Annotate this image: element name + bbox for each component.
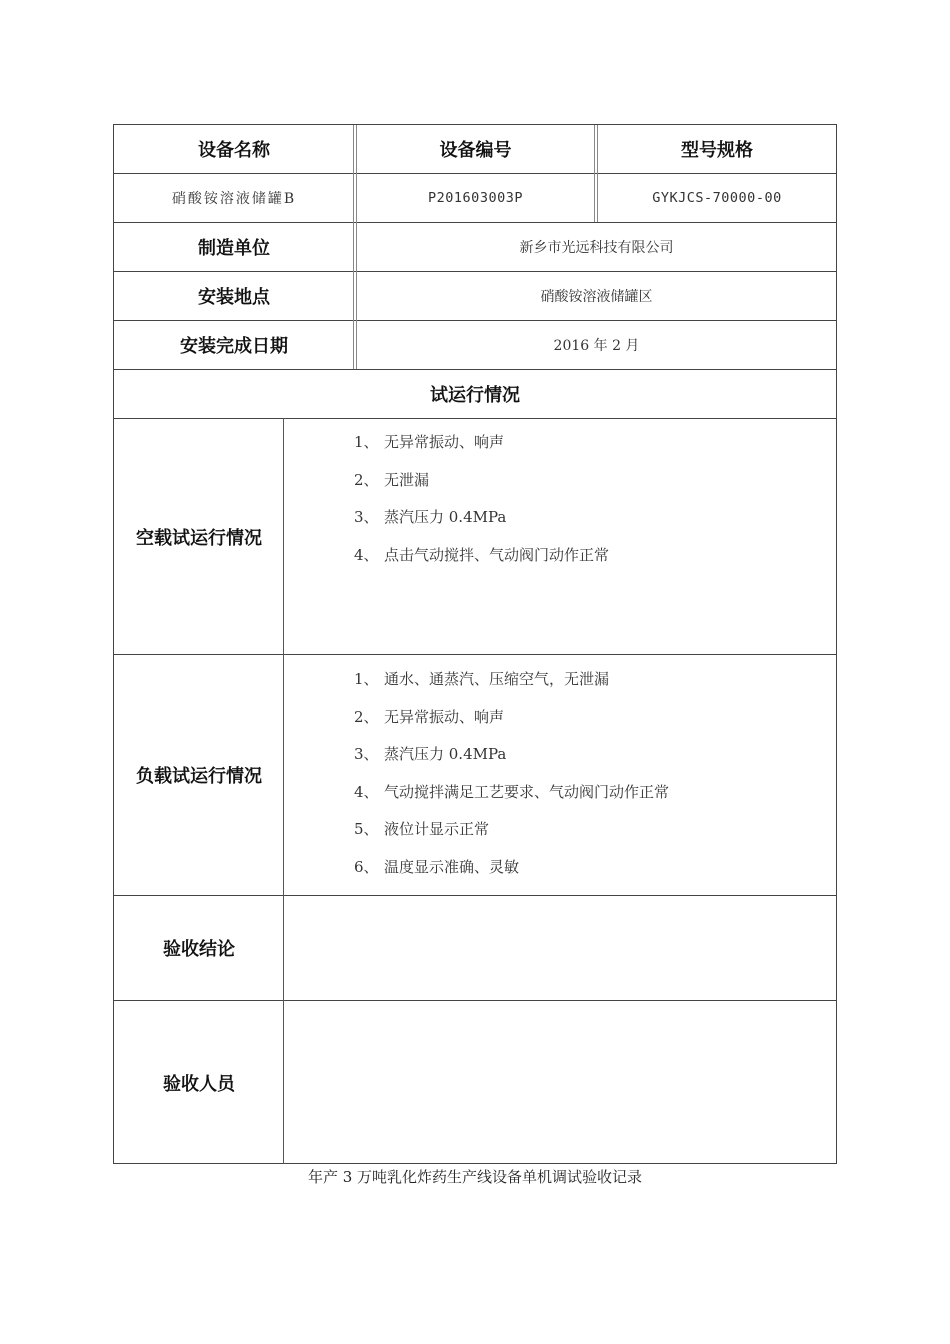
list-item: 2、 无泄漏 [354,470,430,489]
conclusion-value [285,896,836,1000]
device-number-value: P201603003P [428,190,523,206]
model-spec-value: GYKJCS-70000-00 [652,190,782,206]
conclusion-label: 验收结论 [163,939,235,960]
header-model-spec: 型号规格 [681,140,753,161]
install-date-value: 2016 年 2 月 [553,338,640,354]
list-item: 1、 通水、通蒸汽、压缩空气，无泄漏 [354,670,610,688]
load-list [354,668,669,893]
location-value: 硝酸铵溶液储罐区 [540,289,653,305]
header-device-number: 设备编号 [439,140,512,161]
list-item: 3、 蒸汽压力 0.4MPa [354,745,507,763]
no-load-list [354,431,609,581]
list-item: 5、 液位计显示正常 [354,820,490,838]
personnel-label: 验收人员 [163,1073,235,1095]
document-footer-title: 年产 3 万吨乳化炸药生产线设备单机调试验收记录 [307,1168,643,1186]
load-label: 负载试运行情况 [136,766,262,787]
list-item: 2、 无异常振动、响声 [354,707,505,726]
manufacturer-value: 新乡市光远科技有限公司 [519,240,674,256]
trial-run-title: 试运行情况 [430,385,520,406]
install-date-label: 安装完成日期 [180,336,288,357]
header-device-name: 设备名称 [198,140,270,161]
list-item: 3、 蒸汽压力 0.4MPa [354,508,507,526]
manufacturer-label: 制造单位 [198,238,270,259]
location-label: 安装地点 [198,287,270,308]
list-item: 4、 点击气动搅拌、气动阀门动作正常 [354,545,610,564]
acceptance-record-table [113,124,837,1164]
list-item: 4、 气动搅拌满足工艺要求、气动阀门动作正常 [354,782,670,801]
device-name-value: 硝酸铵溶液储罐B [171,191,297,207]
personnel-value [285,1001,836,1164]
list-item: 6、 温度显示准确、灵敏 [354,857,520,876]
list-item: 1、 无异常振动、响声 [354,433,505,451]
no-load-label: 空载试运行情况 [136,527,262,549]
